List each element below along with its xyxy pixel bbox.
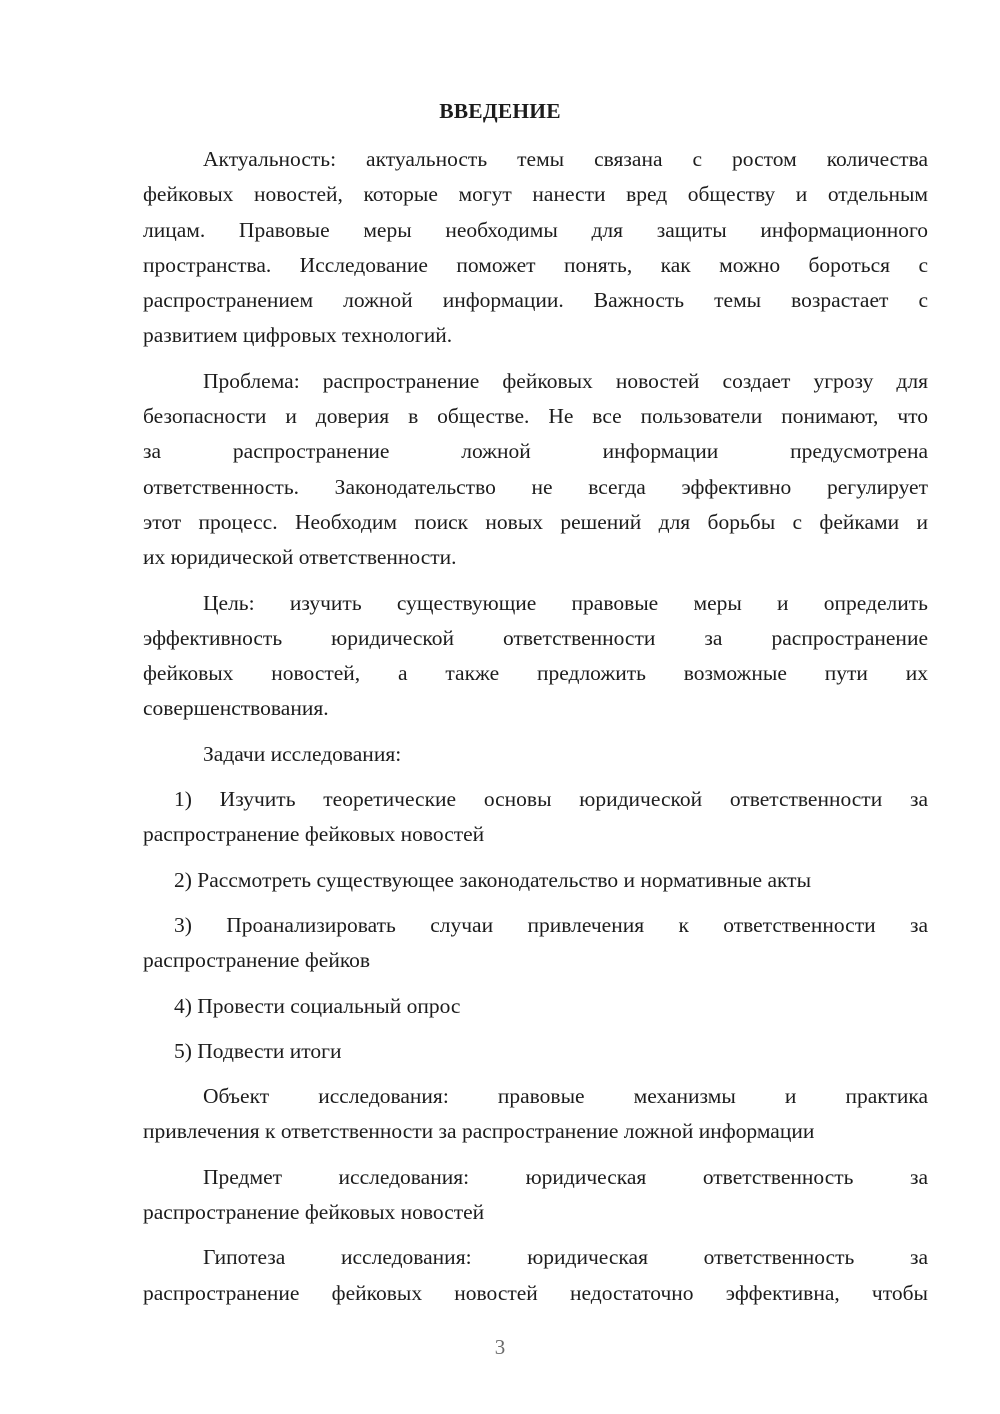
text-line: совершенствования. xyxy=(143,696,329,721)
object-paragraph xyxy=(143,1079,928,1150)
text-line: Гипотеза исследования: юридическая ответственность за xyxy=(203,1245,928,1270)
text-line: развитием цифровых технологий. xyxy=(143,323,453,348)
text-line: эффективность юридической ответственности за распространение xyxy=(143,625,928,650)
text-line: пространства. Исследование поможет понять, как можно бороться с xyxy=(143,252,928,277)
task-item-3 xyxy=(143,908,928,979)
page-number: 3 xyxy=(494,1335,506,1359)
hypothesis-paragraph xyxy=(143,1240,928,1311)
text-line: Актуальность: актуальность темы связана с ростом количества xyxy=(203,147,928,171)
task-item-4 xyxy=(143,989,928,1024)
text-line: Цель: изучить существующие правовые меры и определить xyxy=(203,590,928,615)
page-heading: ВВЕДЕНИЕ xyxy=(439,99,561,123)
goal-paragraph xyxy=(143,586,928,727)
tasks-heading xyxy=(143,737,928,772)
text-line: Объект исследования: правовые механизмы и практика xyxy=(203,1084,928,1109)
text-line: Задачи исследования: xyxy=(203,741,402,766)
text-line: Проблема: распространение фейковых новостей создает угрозу для xyxy=(203,368,928,393)
text-line: 2) Рассмотреть существующее законодательство и нормативные акты xyxy=(174,867,812,892)
text-line: привлечения к ответственности за распространение ложной информации xyxy=(143,1119,815,1144)
text-line: распространение фейковых новостей xyxy=(143,822,485,847)
text-line: распространение фейковых новостей недостаточно эффективна, чтобы xyxy=(143,1280,928,1305)
document-body xyxy=(143,142,928,1321)
text-line: их юридической ответственности. xyxy=(143,545,457,570)
problem-paragraph xyxy=(143,364,928,576)
text-line: безопасности и доверия в обществе. Не все пользователи понимают, что xyxy=(143,404,928,429)
task-item-5 xyxy=(143,1034,928,1069)
subject-paragraph xyxy=(143,1160,928,1231)
text-line: 4) Провести социальный опрос xyxy=(174,993,461,1018)
text-line: 3) Проанализировать случаи привлечения к ответственности за xyxy=(174,912,928,937)
text-line: 1) Изучить теоретические основы юридической ответственности за xyxy=(174,787,928,812)
text-line: Предмет исследования: юридическая ответственность за xyxy=(203,1164,928,1189)
task-item-2 xyxy=(143,863,928,898)
text-line: ответственность. Законодательство не всегда эффективно регулирует xyxy=(143,474,928,499)
text-line: за распространение ложной информации предусмотрена xyxy=(143,439,928,464)
text-line: лицам. Правовые меры необходимы для защиты информационного xyxy=(143,217,928,242)
task-item-1 xyxy=(143,782,928,853)
text-line: этот процесс. Необходим поиск новых решений для борьбы с фейками и xyxy=(143,509,928,534)
relevance-paragraph xyxy=(143,142,928,354)
text-line: распространение фейковых новостей xyxy=(143,1200,485,1225)
text-line: фейковых новостей, а также предложить возможные пути их xyxy=(143,661,928,686)
text-line: распространением ложной информации. Важность темы возрастает с xyxy=(143,288,928,313)
text-line: 5) Подвести итоги xyxy=(174,1038,342,1063)
text-line: фейковых новостей, которые могут нанести вред обществу и отдельным xyxy=(143,182,928,207)
text-line: распространение фейков xyxy=(143,948,371,973)
